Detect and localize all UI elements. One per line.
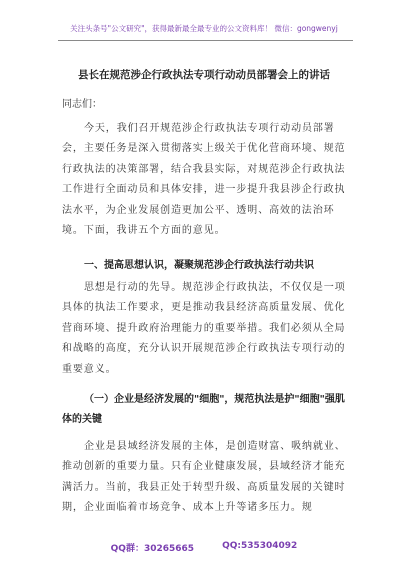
- header-note: 关注头条号"公文研究"，获得最新最全最专业的公文资料库！ 微信：gongwenyj: [70, 24, 338, 33]
- document-title: 县长在规范涉企行政执法专项行动动员部署会上的讲话: [78, 69, 330, 81]
- footer-qq-group: QQ群：30265665: [110, 544, 195, 554]
- paragraph-intro: 今天，我们召开规范涉企行政执法专项行动动员部署会，主要任务是深入贯彻落实上级关于优化营商环境、规范行政执法的决策部署，结合我县实际，对规范涉企行政执法工作进行全面动员和具体安排，进一步提升我县涉企行政执法水平，为企业发展创造更加公平、透明、高效的法治环境。下面，我讲五个方面的意见。: [62, 123, 346, 237]
- footer: [0, 541, 408, 554]
- section-heading-1: 一、提高思想认识，凝聚规范涉企行政执法行动共识: [84, 260, 314, 271]
- salutation: 同志们：: [62, 99, 102, 110]
- paragraph-subsection-1: 企业是县域经济发展的主体，是创造财富、吸纳就业、推动创新的重要力量。只有企业健康发展，县域经济才能充满活力。当前，我县正处于转型升级、高质量发展的关键时期，企业面临着市场竞争、成本上升等诸多压力。规: [62, 441, 346, 514]
- header-divider: [58, 40, 353, 41]
- paragraph-section-1: 思想是行动的先导。规范涉企行政执法，不仅仅是一项具体的执法工作要求，更是推动我县经济高质量发展、优化营商环境、提升政府治理能力的重要举措。我们必须从全局和战略的高度，充分认识开展规范涉企行政执法专项行动的重要意义。: [62, 282, 346, 375]
- footer-qq-contact: QQ:535304092: [222, 541, 298, 551]
- subsection-heading-1: （一）企业是经济发展的"细胞"，规范执法是护"细胞"强肌体的关键: [62, 394, 345, 426]
